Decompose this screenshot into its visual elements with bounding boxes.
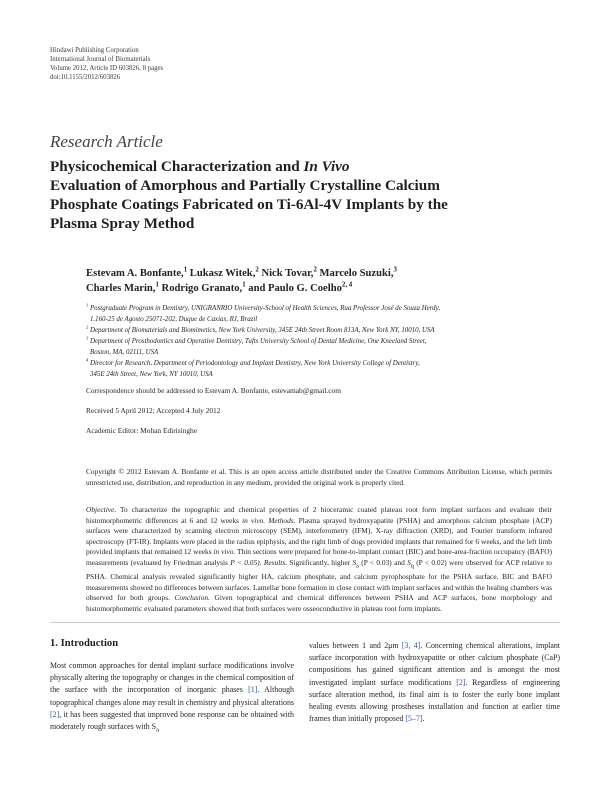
title-line-1: Physicochemical Characterization and: [50, 158, 304, 175]
body-column-left: Most common approaches for dental implant surface modifications involve physically altering the topography or changes in the chemical composition of the surface with the incorporation of inorganic phases [1]. Although topographical changes alone may result in chemistry and physical alterations [2], it has been suggested that improved bone response can be obtained with moderately rough surfaces with $S_a$: [50, 661, 294, 734]
abstract: Objective. To characterize the topographic and chemical properties of 2 bioceramic coated plateau root form implant surfaces and evaluate their histomorphometric differences at 6 and 12 weeks in vivo. Methods. Plasma sprayed hydroxyapatite (PSHA) and amorphous calcium phosphate (ACP) surfaces were characterized by scanning electron microscopy (SEM), interferometry (IFM), X-ray diffraction (XRD), and Fourier transform infrared spectroscopy (FT-IR). Implants were placed in the radius epiphysis, and the right limb of dogs provided implants that remained for 6 weeks, and the left limb provided implants that remained 12 weeks in vivo. Thin sections were prepared for bone-to-implant contact (BIC) and bone-area-fraction occupancy (BAFO) measurements (evaluated by Friedman analysis P < 0.05). Results. Significantly, higher $S_a$ (P < 0.03) and $S_q$ (P < 0.02) were observed for ACP relative to PSHA. Chemical analysis revealed significantly higher HA, calcium phosphate, and calcium pyrophosphate for the PSHA surface. BIC and BAFO measurements showed no differences between surfaces. Lamellar bone formation in close contact with implant surfaces and within the healing chambers was observed for both groups. Conclusion. Given topographical and chemical differences between PSHA and ACP surfaces, bone morphology and histomorphometric evaluated parameters showed that both surfaces were osseoconductive in plateau root form implants.: [86, 505, 552, 613]
citation-link[interactable]: [2]: [456, 677, 466, 687]
title-in-vivo: In Vivo: [303, 158, 350, 175]
article-type: Research Article: [50, 132, 163, 151]
author[interactable]: Estevam A. Bonfante,$^1$: [86, 266, 188, 279]
section-divider: [50, 622, 560, 623]
body-column-right: values between 1 and 2μm [3, 4]. Concerning chemical alterations, implant surface incorporation with hydroxyapatite or other calcium phosphate (CaP) compositions has gained significant attention and is amongst the most investigated implant surface modifications [2]. Regardless of engineering surface alteration method, its final aim is to foster the early bone implant healing events allowing prostheses installation and function at earlier time frames than initially proposed [5–7].: [309, 641, 560, 724]
author[interactable]: Charles Marin,$^1$: [86, 281, 159, 294]
copyright-notice: Copyright © 2012 Estevam A. Bonfante et al. This is an open access article distributed under the Creative Commons Attribution License, which permits unrestricted use, distribution, and reproduction in any medium, provided the original work is properly cited.: [86, 467, 552, 487]
correspondence: Correspondence should be addressed to Estevam A. Bonfante, estevamab@gmail.com: [86, 386, 341, 395]
author[interactable]: Marcelo Suzuki,$^3$: [319, 266, 397, 279]
affiliation-item: $^1$ Postgraduate Program in Dentistry, UNIGRANRIO University-School of Health Sciences, Rua Professor José de Souza Herdy, 1.160-25 de Agosto 25071-202, Duque de Caxias, RJ, Brazil: [86, 302, 440, 323]
citation-link[interactable]: [2]: [50, 709, 60, 719]
citation-link[interactable]: [1]: [248, 685, 258, 695]
journal-name: International Journal of Biomaterials: [50, 56, 151, 63]
author[interactable]: Rodrigo Granato,$^1$: [161, 281, 246, 294]
article-title: [50, 157, 560, 233]
title-line-3: Phosphate Coatings Fabricated on Ti-6Al-4V Implants by the: [50, 196, 448, 213]
affiliation-item: $^2$ Department of Biomaterials and Biomimetics, New York University, 345E 24th Street Room 813A, New York NY, 10010, USA: [86, 324, 435, 334]
volume-info: Volume 2012, Article ID 603826, 8 pages: [50, 65, 164, 72]
title-line-2: Evaluation of Amorphous and Partially Crystalline Calcium: [50, 177, 440, 194]
received-dates: Received 5 April 2012; Accepted 4 July 2012: [86, 406, 221, 415]
doi[interactable]: doi:10.1155/2012/603826: [50, 74, 121, 81]
citation-link[interactable]: [5–7]: [405, 714, 423, 724]
author-list: [86, 266, 556, 296]
author[interactable]: Lukasz Witek,$^2$: [189, 266, 259, 279]
academic-editor: Academic Editor: Mohan Edirisinghe: [86, 426, 198, 435]
affiliation-item: $^4$ Director for Research, Department of Periodontology and Implant Dentistry, New York University College of Dentistry, 345E 24th Street, New York, NY 10010, USA: [86, 357, 420, 378]
affiliation-item: $^3$ Department of Prosthodontics and Operative Dentistry, Tufts University School of Dental Medicine, One Kneeland Street, Boston, MA, 02111, USA: [86, 335, 427, 356]
publication-info: [50, 46, 163, 82]
citation-link[interactable]: [3, 4]: [401, 641, 421, 650]
author[interactable]: and Paulo G. Coelho$^{2, 4}$: [248, 281, 353, 294]
affiliations: [86, 303, 566, 380]
title-line-4: Plasma Spray Method: [50, 215, 195, 232]
publisher-name: Hindawi Publishing Corporation: [50, 47, 139, 54]
author[interactable]: Nick Tovar,$^2$: [261, 266, 317, 279]
section-heading: 1. Introduction: [50, 638, 119, 649]
